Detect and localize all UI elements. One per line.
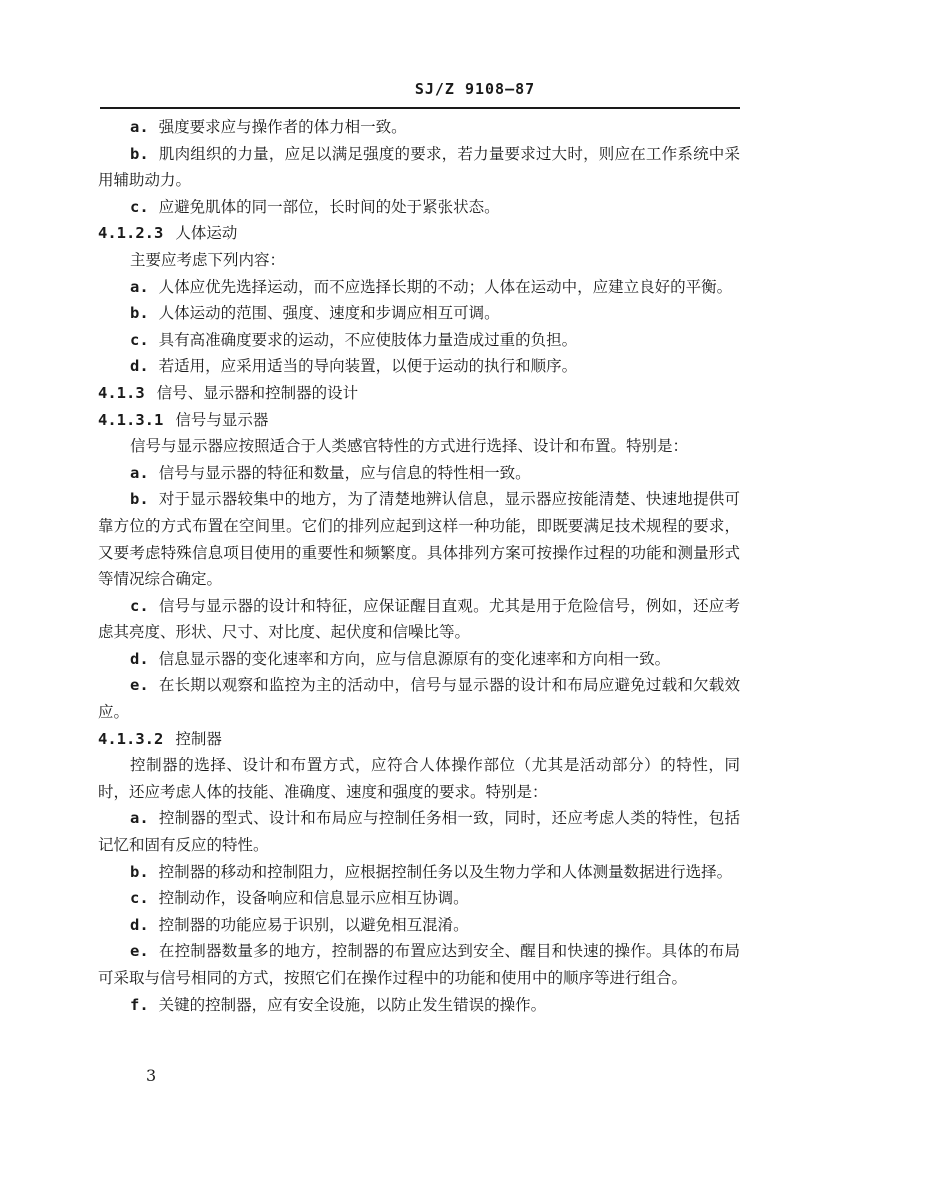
document-body <box>98 114 740 1018</box>
intro-paragraph: 信号与显示器应按照适合于人类感官特性的方式进行选择、设计和布置。特别是： <box>130 437 689 456</box>
header-rule <box>100 107 740 109</box>
item-a: a. 控制器的型式、设计和布局应与控制任务相一致，同时，还应考虑人类的特性，包括记忆和固有反应的特性。 <box>98 809 740 855</box>
section-heading: 4.1.3 信号、显示器和控制器的设计 <box>98 383 359 402</box>
item-e: e. 在长期以观察和监控为主的活动中，信号与显示器的设计和布局应避免过载和欠载效应。 <box>98 676 740 722</box>
item-b: b. 控制器的移动和控制阻力，应根据控制任务以及生物力学和人体测量数据进行选择。 <box>130 862 733 881</box>
section-heading: 4.1.3.2 控制器 <box>98 729 222 748</box>
item-e: e. 在控制器数量多的地方，控制器的布置应达到安全、醒目和快速的操作。具体的布局可采取与信号相同的方式，按照它们在操作过程中的功能和使用中的顺序等进行组合。 <box>98 942 740 987</box>
item-a: a. 人体应优先选择运动，而不应选择长期的不动；人体在运动中，应建立良好的平衡。 <box>130 277 733 296</box>
item-c: c. 具有高准确度要求的运动，不应使肢体力量造成过重的负担。 <box>130 330 578 349</box>
section-heading: 4.1.3.1 信号与显示器 <box>98 410 269 429</box>
item-a: a. 信号与显示器的特征和数量，应与信息的特性相一致。 <box>130 463 531 482</box>
item-b: b. 肌肉组织的力量，应足以满足强度的要求，若力量要求过大时，则应在工作系统中采用辅助动力。 <box>98 144 740 190</box>
item-b: b. 对于显示器较集中的地方，为了清楚地辨认信息，显示器应按能清楚、快速地提供可靠方位的方式布置在空间里。它们的排列应起到这样一种功能，即既要满足技术规程的要求，又要考虑特殊信息项目使用的重要性和频繁度。具体排列方案可按操作过程的功能和测量形式等情况综合确定。 <box>98 490 740 589</box>
intro-paragraph: 控制器的选择、设计和布置方式，应符合人体操作部位（尤其是活动部分）的特性，同时，还应考虑人体的技能、准确度、速度和强度的要求。特别是： <box>98 756 740 801</box>
item-c: c. 应避免肌体的同一部位，长时间的处于紧张状态。 <box>130 197 500 216</box>
intro-paragraph: 主要应考虑下列内容： <box>130 250 286 269</box>
item-a: a. 强度要求应与操作者的体力相一致。 <box>130 118 407 136</box>
section-heading: 4.1.2.3 人体运动 <box>98 224 238 243</box>
item-d: d. 信息显示器的变化速率和方向，应与信息源原有的变化速率和方向相一致。 <box>130 649 671 668</box>
page-number: 3 <box>146 1066 157 1085</box>
item-d: d. 若适用，应采用适当的导向装置，以便于运动的执行和顺序。 <box>130 357 578 376</box>
item-d: d. 控制器的功能应易于识别，以避免相互混淆。 <box>130 915 469 934</box>
page-header <box>0 80 950 98</box>
item-c: c. 控制动作，设备响应和信息显示应相互协调。 <box>130 889 469 908</box>
item-b: b. 人体运动的范围、强度、速度和步调应相互可调。 <box>130 304 500 323</box>
standard-code: SJ/Z 9108—87 <box>414 80 536 98</box>
item-f: f. 关键的控制器，应有安全设施，以防止发生错误的操作。 <box>130 995 547 1014</box>
item-c: c. 信号与显示器的设计和特征，应保证醒目直观。尤其是用于危险信号，例如，还应考虑其亮度、形状、尺寸、对比度、起伏度和信噪比等。 <box>98 596 740 642</box>
